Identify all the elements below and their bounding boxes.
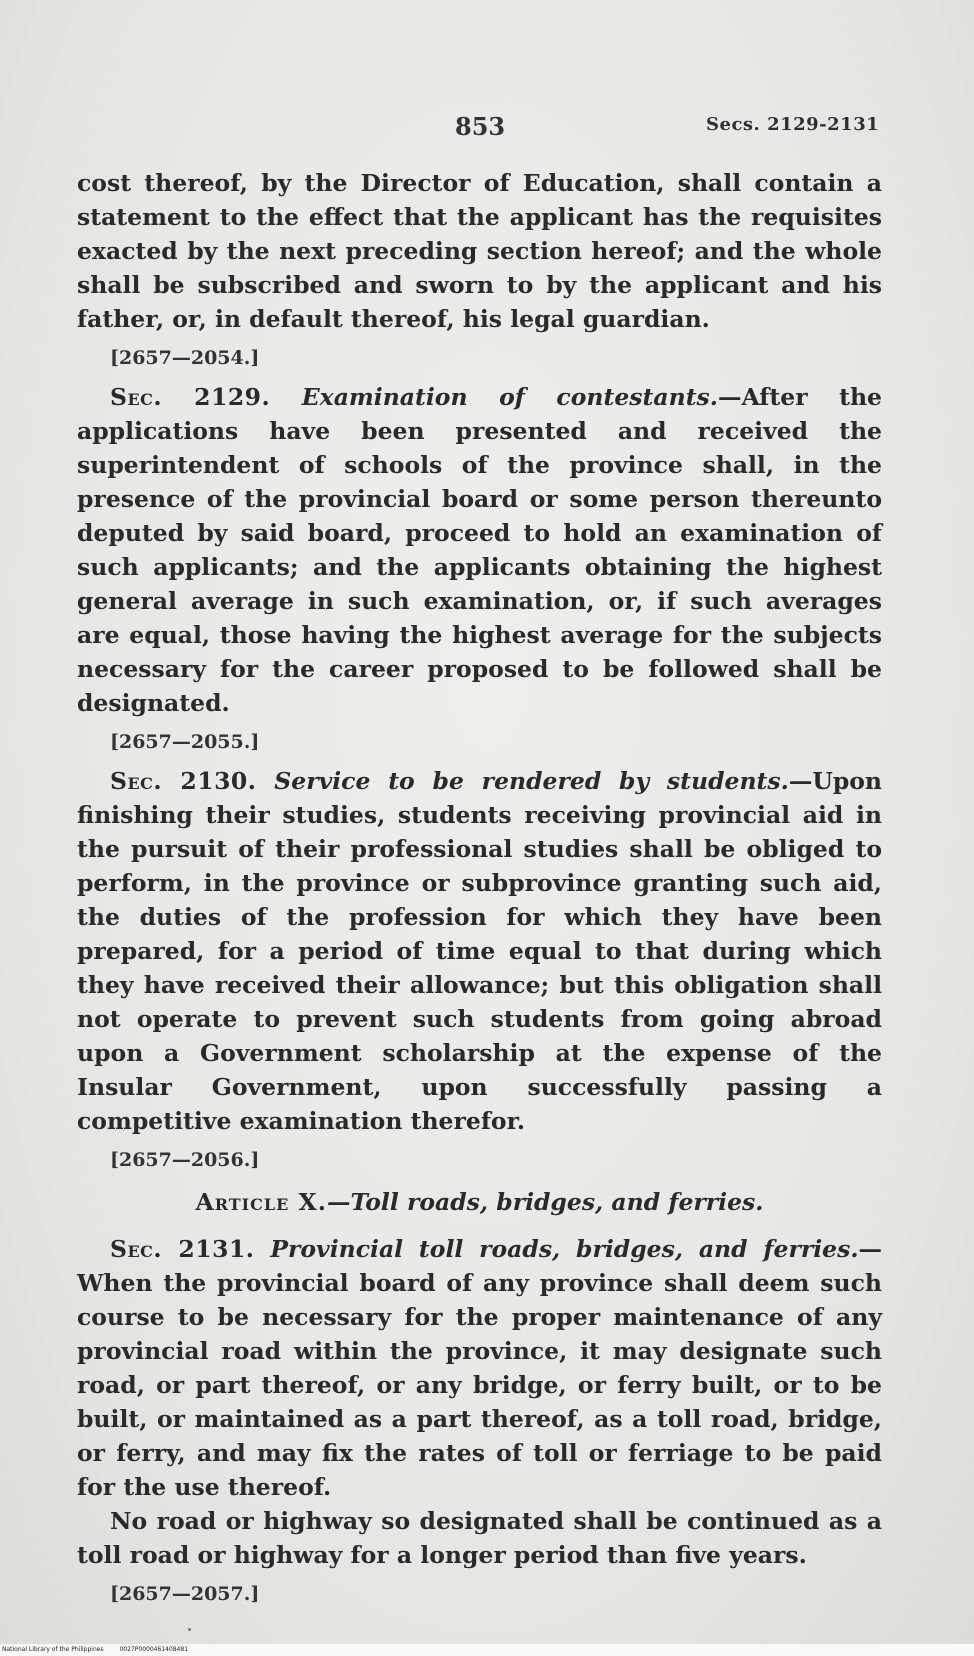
scan-footer (0, 1644, 974, 1656)
section-label: Sec. 2130. (110, 767, 257, 795)
section-2129 (77, 380, 882, 720)
body-text (77, 166, 882, 1616)
library-credit: National Library of the Philippines (2, 1646, 104, 1653)
citation: [2657—2054.] (110, 347, 260, 369)
section-range: Secs. 2129-2131 (706, 114, 880, 135)
section-text: —When the provincial board of any province shall deem such course to be necessary for the proper maintenance of any provincial road within the province, it may designate such road, or part thereof, or any bridge, or ferry built, or to be built, or maintained as a part thereof, as a toll road, bridge, or ferry, and may fix the rates of toll or ferriage to be paid for the use thereof. (77, 1235, 882, 1501)
section-label: Sec. 2131. (110, 1235, 255, 1263)
article-heading (77, 1186, 882, 1218)
paper-speck (188, 1628, 191, 1631)
citation: [2657—2055.] (110, 731, 260, 753)
section-title: Service to be rendered by students. (274, 767, 789, 795)
section-text: —Upon finishing their studies, students receiving provincial aid in the pursuit of their professional studies shall be obliged to perform, in the province or subprovince granting such aid, the duties of the profession for which they have been prepared, for a period of time equal to that during which they have received their allowance; but this obligation shall not operate to prevent such students from going abroad upon a Government scholarship at the expense of the Insular Government, upon successfully passing a competitive examination therefor. (77, 767, 883, 1135)
page-number: 853 (455, 112, 506, 141)
intro-paragraph: cost thereof, by the Director of Education, shall contain a statement to the effect that the applicant has the requisites exacted by the next preceding section hereof; and the whole shall be subscribed and sworn to by the applicant and his father, or, in default thereof, his legal guardian. (77, 169, 882, 333)
article-label: Article X. (195, 1188, 327, 1216)
citation: [2657—2057.] (110, 1583, 260, 1605)
scan-id: 0027P0000461408481 (119, 1646, 189, 1653)
section-title: Examination of contestants. (301, 383, 718, 411)
section-title: Provincial toll roads, bridges, and ferries. (270, 1235, 859, 1263)
section-text: —After the applications have been presented and received the superintendent of schools of the province shall, in the presence of the provincial board or some person thereunto deputed by said board, proceed to hold an examination of such applicants; and the applicants obtaining the highest general average in such examination, or, if such averages are equal, those having the highest average for the subjects necessary for the career proposed to be followed shall be designated. (77, 383, 883, 717)
final-paragraph: No road or highway so designated shall be continued as a toll road or highway for a longer period than five years. (77, 1507, 882, 1569)
citation: [2657—2056.] (110, 1149, 260, 1171)
section-label: Sec. 2129. (110, 383, 271, 411)
section-2131 (77, 1232, 882, 1504)
section-2130 (77, 764, 882, 1138)
article-title: —Toll roads, bridges, and ferries. (326, 1188, 764, 1216)
